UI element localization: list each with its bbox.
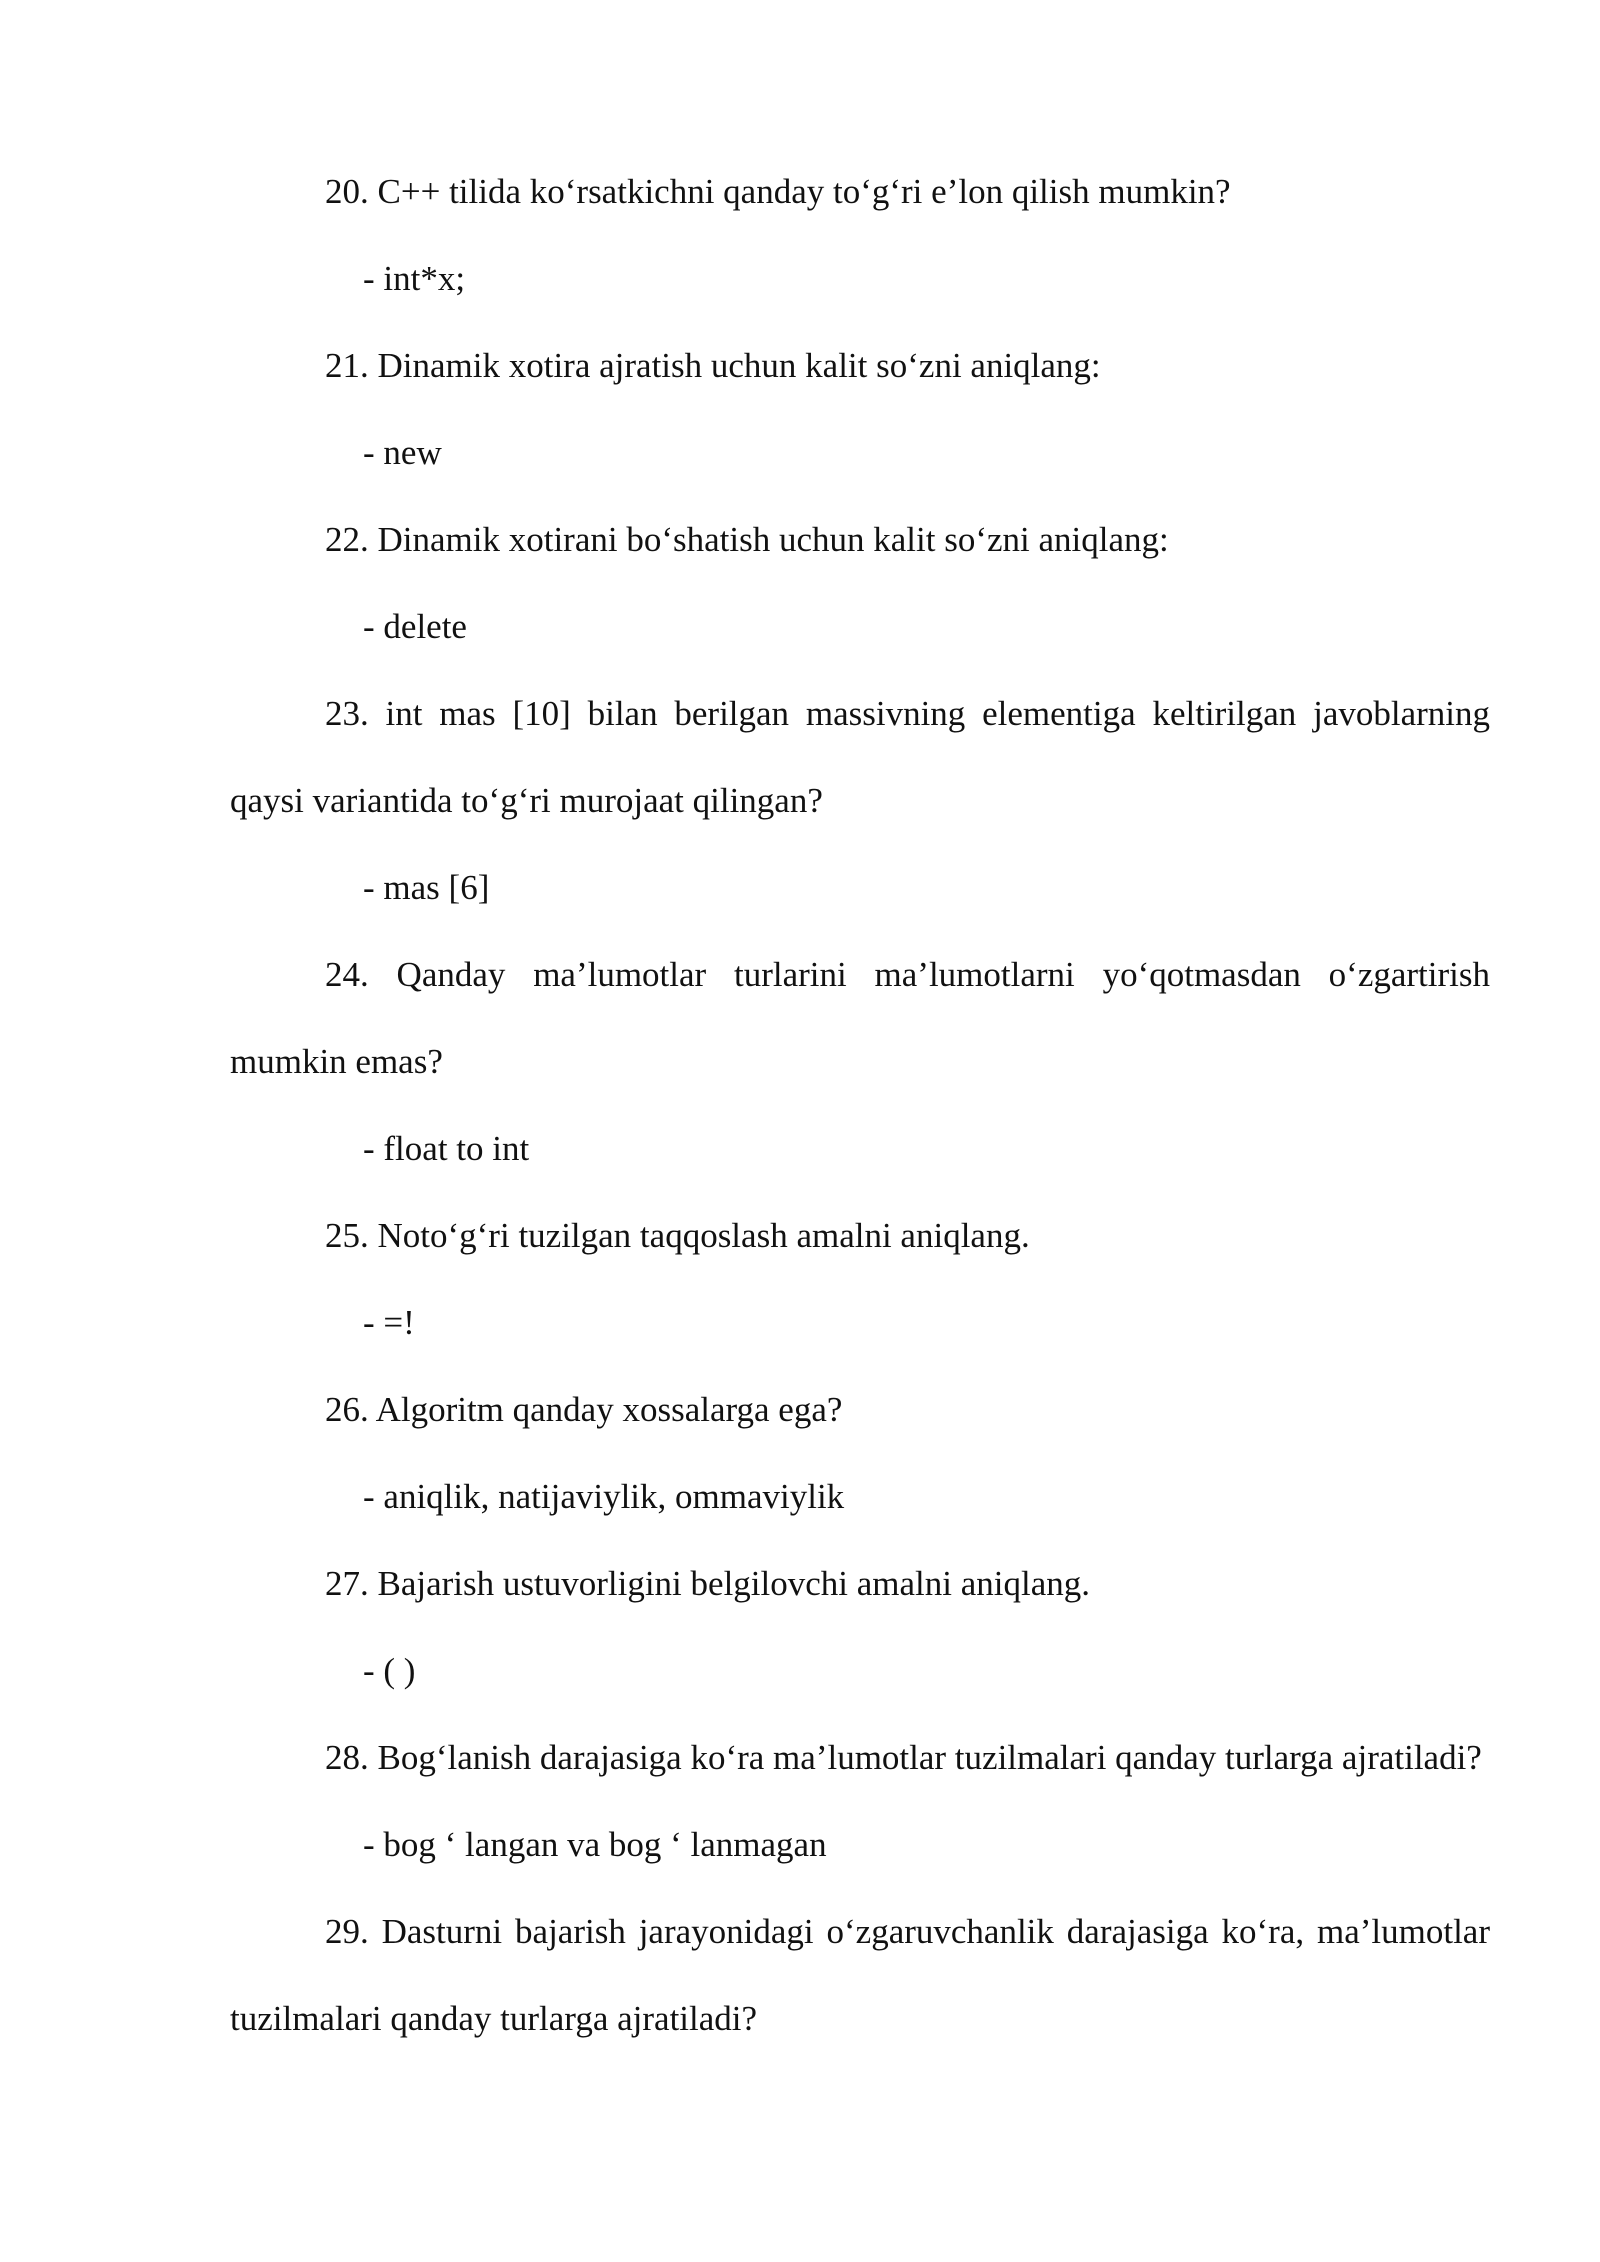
question-21: 21. Dinamik xotira ajratish uchun kalit so‘zni aniqlang: xyxy=(325,346,1101,385)
answer-28: - bog ‘ langan va bog ‘ lanmagan xyxy=(363,1825,827,1864)
question-28: 28. Bog‘lanish darajasiga ko‘ra ma’lumotlar tuzilmalari qanday turlarga ajratiladi? xyxy=(325,1738,1482,1777)
answer-27: - ( ) xyxy=(363,1651,416,1690)
question-23: 23. int mas [10] bilan berilgan massivning elementiga keltirilgan javoblarning qaysi variantida to‘g‘ri murojaat qilingan? xyxy=(230,694,1490,820)
answer-23: - mas [6] xyxy=(363,868,490,907)
answer-20: - int*x; xyxy=(363,259,466,298)
question-27: 27. Bajarish ustuvorligini belgilovchi amalni aniqlang. xyxy=(325,1564,1091,1603)
question-list xyxy=(230,148,1490,2062)
question-26: 26. Algoritm qanday xossalarga ega? xyxy=(325,1390,843,1429)
answer-25: - =! xyxy=(363,1303,415,1342)
question-20: 20. C++ tilida ko‘rsatkichni qanday to‘g‘ri e’lon qilish mumkin? xyxy=(325,172,1231,211)
question-29: 29. Dasturni bajarish jarayonidagi o‘zgaruvchanlik darajasiga ko‘ra, ma’lumotlar tuzilmalari qanday turlarga ajratiladi? xyxy=(230,1912,1490,2038)
answer-21: - new xyxy=(363,433,442,472)
question-22: 22. Dinamik xotirani bo‘shatish uchun kalit so‘zni aniqlang: xyxy=(325,520,1169,559)
answer-22: - delete xyxy=(363,607,467,646)
answer-26: - aniqlik, natijaviylik, ommaviylik xyxy=(363,1477,845,1516)
answer-24: - float to int xyxy=(363,1129,530,1168)
question-24: 24. Qanday ma’lumotlar turlarini ma’lumotlarni yo‘qotmasdan o‘zgartirish mumkin emas? xyxy=(230,955,1490,1081)
question-25: 25. Noto‘g‘ri tuzilgan taqqoslash amalni aniqlang. xyxy=(325,1216,1030,1255)
